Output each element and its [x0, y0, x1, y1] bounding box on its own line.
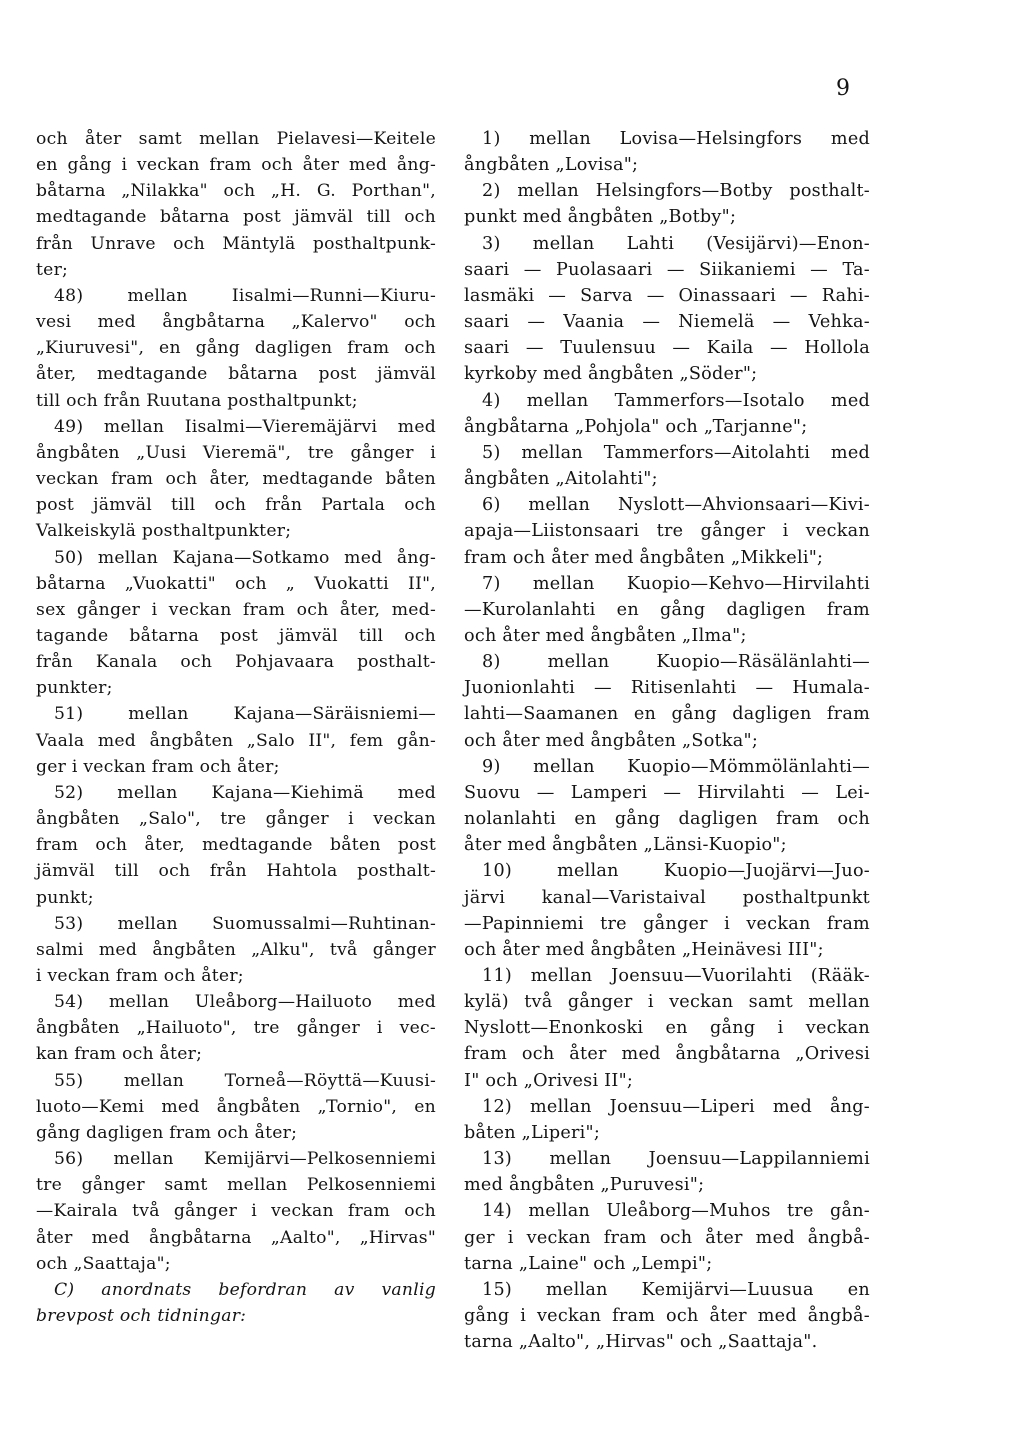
text-line: 3) mellan Lahti (Vesijärvi)—Enon- [482, 233, 870, 254]
paragraph-p50 [36, 545, 436, 702]
text-line: nolanlahti en gång dagligen fram och [464, 809, 870, 830]
text-line: 11) mellan Joensuu—Vuorilahti (Rääk- [482, 966, 870, 986]
text-line: med ångbåten „Puruvesi"; [464, 1175, 705, 1196]
paragraph-r13 [464, 1146, 870, 1198]
text-line: salmi med ångbåten „Alku", två gånger [36, 939, 436, 960]
text-line: från Kanala och Pohjavaara posthalt- [36, 652, 436, 673]
text-line: Suovu — Lamperi — Hirvilahti — Lei- [464, 782, 870, 803]
text-line: Nyslott—Enonkoski en gång i veckan [464, 1018, 870, 1039]
text-line: tarna „Aalto", „Hirvas" och „Saattaja". [464, 1332, 818, 1353]
text-line: 8) mellan Kuopio—Räsälänlahti— [482, 652, 870, 673]
text-line: 2) mellan Helsingfors—Botby posthalt- [482, 181, 870, 202]
text-line: —Kurolanlahti en gång dagligen fram [464, 599, 870, 620]
paragraph-p55 [36, 1068, 436, 1146]
text-line: 52) mellan Kajana—Kiehimä med [54, 782, 436, 803]
text-line: vesi med ångbåtarna „Kalervo" och [36, 312, 436, 333]
text-line: 48) mellan Iisalmi—Runni—Kiuru- [54, 285, 436, 306]
text-line: till och från Ruutana posthaltpunkt; [36, 390, 358, 411]
text-line: 49) mellan Iisalmi—Vieremäjärvi med [54, 416, 436, 437]
paragraph-r12 [464, 1094, 870, 1146]
paragraph-r11 [464, 963, 870, 1094]
section-heading [36, 1277, 436, 1329]
text-line: båten „Liperi"; [464, 1122, 601, 1143]
text-line: jämväl till och från Hahtola posthalt- [36, 861, 436, 882]
right-column [464, 126, 870, 1355]
text-line: en gång i veckan fram och åter med ång- [36, 155, 436, 176]
text-line: I" och „Orivesi II"; [464, 1070, 634, 1091]
text-line: ångbåten „Uusi Vieremä", tre gånger i [36, 442, 436, 463]
text-line: 12) mellan Joensuu—Liperi med ång- [482, 1096, 870, 1117]
text-line: kylä) två gånger i veckan samt mellan [464, 992, 870, 1013]
paragraph-r1 [464, 126, 870, 178]
text-line: post jämväl till och från Partala och [36, 495, 436, 516]
text-line: luoto—Kemi med ångbåten „Tornio", en [36, 1096, 436, 1117]
text-line: saari — Vaania — Niemelä — Vehka- [464, 312, 870, 333]
text-line: 56) mellan Kemijärvi—Pelkosenniemi [54, 1149, 436, 1170]
text-line: —Kairala två gånger i veckan fram och [36, 1201, 436, 1222]
text-line: 51) mellan Kajana—Säräisniemi— [54, 704, 436, 725]
text-line: i veckan fram och åter; [36, 966, 244, 986]
text-line: tarna „Laine" och „Lempi"; [464, 1253, 713, 1274]
text-line: båtarna „Vuokatti" och „ Vuokatti II", [36, 573, 436, 594]
text-line: medtagande båtarna post jämväl till och [36, 207, 436, 228]
text-line: järvi kanal—Varistaival posthaltpunkt [464, 887, 870, 908]
text-line: 50) mellan Kajana—Sotkamo med ång- [54, 547, 436, 568]
text-line: sex gånger i veckan fram och åter, med- [36, 599, 436, 620]
text-line: 13) mellan Joensuu—Lappilanniemi [482, 1149, 870, 1170]
paragraph-r8 [464, 649, 870, 754]
paragraph-p48 [36, 283, 436, 414]
text-line: fram och åter med ångbåtarna „Orivesi [464, 1044, 870, 1065]
text-line: tagande båtarna post jämväl till och [36, 625, 436, 646]
paragraph-p56 [36, 1146, 436, 1277]
text-line: 7) mellan Kuopio—Kehvo—Hirvilahti [482, 573, 870, 594]
paragraph-r6 [464, 492, 870, 570]
text-line: „Kiuruvesi", en gång dagligen fram och [36, 338, 436, 359]
paragraph-r9 [464, 754, 870, 859]
text-line: och åter samt mellan Pielavesi—Keitele [36, 129, 436, 149]
text-line: och åter med ångbåten „Sotka"; [464, 730, 759, 751]
paragraph-r15 [464, 1277, 870, 1355]
text-line: ångbåten „Salo", tre gånger i veckan [36, 809, 436, 830]
text-line: 54) mellan Uleåborg—Hailuoto med [54, 992, 436, 1013]
text-line: tre gånger samt mellan Pelkosenniemi [36, 1175, 436, 1196]
text-line: veckan fram och åter, medtagande båten [36, 469, 436, 490]
paragraph-r2 [464, 178, 870, 230]
paragraph-r4 [464, 388, 870, 440]
left-column [36, 126, 436, 1329]
text-line: —Papinniemi tre gånger i veckan fram [464, 913, 870, 934]
text-line: fram och åter med ångbåten „Mikkeli"; [464, 547, 824, 568]
text-line: gång i veckan fram och åter med ångbå- [464, 1306, 870, 1327]
paragraph-r10 [464, 858, 870, 963]
text-line: 15) mellan Kemijärvi—Luusua en [482, 1279, 870, 1300]
text-line: 6) mellan Nyslott—Ahvionsaari—Kivi- [482, 495, 870, 516]
text-line: saari — Puolasaari — Siikaniemi — Ta- [464, 259, 870, 280]
text-line: 14) mellan Uleåborg—Muhos tre gån- [482, 1201, 870, 1222]
paragraph-p52 [36, 780, 436, 911]
text-line: 53) mellan Suomussalmi—Ruhtinan- [54, 913, 436, 934]
text-line: punkt med ångbåten „Botby"; [464, 207, 737, 228]
text-line: åter med ångbåtarna „Aalto", „Hirvas" [36, 1227, 436, 1248]
text-line: punkter; [36, 678, 113, 699]
text-line: Juonionlahti — Ritisenlahti — Humala- [464, 678, 870, 699]
text-line: och åter med ångbåten „Ilma"; [464, 625, 747, 646]
text-line: och åter med ångbåten „Heinävesi III"; [464, 939, 824, 960]
text-line: ångbåten „Lovisa"; [464, 155, 639, 176]
text-line: kan fram och åter; [36, 1044, 203, 1065]
text-line: lasmäki — Sarva — Oinassaari — Rahi- [464, 285, 870, 306]
text-line: 5) mellan Tammerfors—Aitolahti med [482, 442, 870, 463]
text-line: Vaala med ångbåten „Salo II", fem gån- [36, 730, 436, 751]
text-line: lahti—Saamanen en gång dagligen fram [464, 704, 870, 725]
text-line: ger i veckan fram och åter; [36, 756, 280, 777]
text-line: C) anordnats befordran av vanlig [54, 1279, 436, 1300]
text-line: 9) mellan Kuopio—Mömmölänlahti— [482, 756, 870, 777]
text-line: 4) mellan Tammerfors—Isotalo med [482, 390, 870, 411]
text-line: ångbåten „Aitolahti"; [464, 469, 658, 490]
paragraph-p51 [36, 701, 436, 779]
text-line: apaja—Liistonsaari tre gånger i veckan [464, 521, 870, 542]
paragraph-p49 [36, 414, 436, 545]
page-number: 9 [836, 76, 851, 101]
text-line: åter med ångbåten „Länsi-Kuopio"; [464, 835, 787, 856]
text-line: 1) mellan Lovisa—Helsingfors med [482, 129, 870, 149]
paragraph-p54 [36, 989, 436, 1067]
text-line: Valkeiskylä posthaltpunkter; [36, 521, 292, 542]
text-line: ångbåten „Hailuoto", tre gånger i vec- [36, 1018, 436, 1039]
text-line: fram och åter, medtagande båten post [36, 835, 436, 856]
text-line: båtarna „Nilakka" och „H. G. Porthan", [36, 181, 436, 202]
text-line: från Unrave och Mäntylä posthaltpunk- [36, 233, 436, 254]
paragraph-r3 [464, 231, 870, 388]
text-line: och „Saattaja"; [36, 1253, 171, 1274]
text-line: ångbåtarna „Pohjola" och „Tarjanne"; [464, 416, 808, 437]
text-line: 55) mellan Torneå—Röyttä—Kuusi- [54, 1070, 436, 1091]
text-line: gång dagligen fram och åter; [36, 1122, 298, 1143]
paragraph-r7 [464, 571, 870, 649]
paragraph-r5 [464, 440, 870, 492]
text-line: brevpost och tidningar: [36, 1306, 247, 1327]
paragraph-r14 [464, 1198, 870, 1276]
text-line: 10) mellan Kuopio—Juojärvi—Juo- [482, 861, 870, 882]
paragraph-p53 [36, 911, 436, 989]
text-line: saari — Tuulensuu — Kaila — Hollola [464, 338, 870, 359]
paragraph-p47_cont [36, 126, 436, 283]
text-line: ter; [36, 259, 69, 280]
text-line: åter, medtagande båtarna post jämväl [36, 364, 436, 385]
text-line: punkt; [36, 887, 94, 908]
text-line: kyrkoby med ångbåten „Söder"; [464, 364, 758, 385]
text-line: ger i veckan fram och åter med ångbå- [464, 1227, 870, 1248]
